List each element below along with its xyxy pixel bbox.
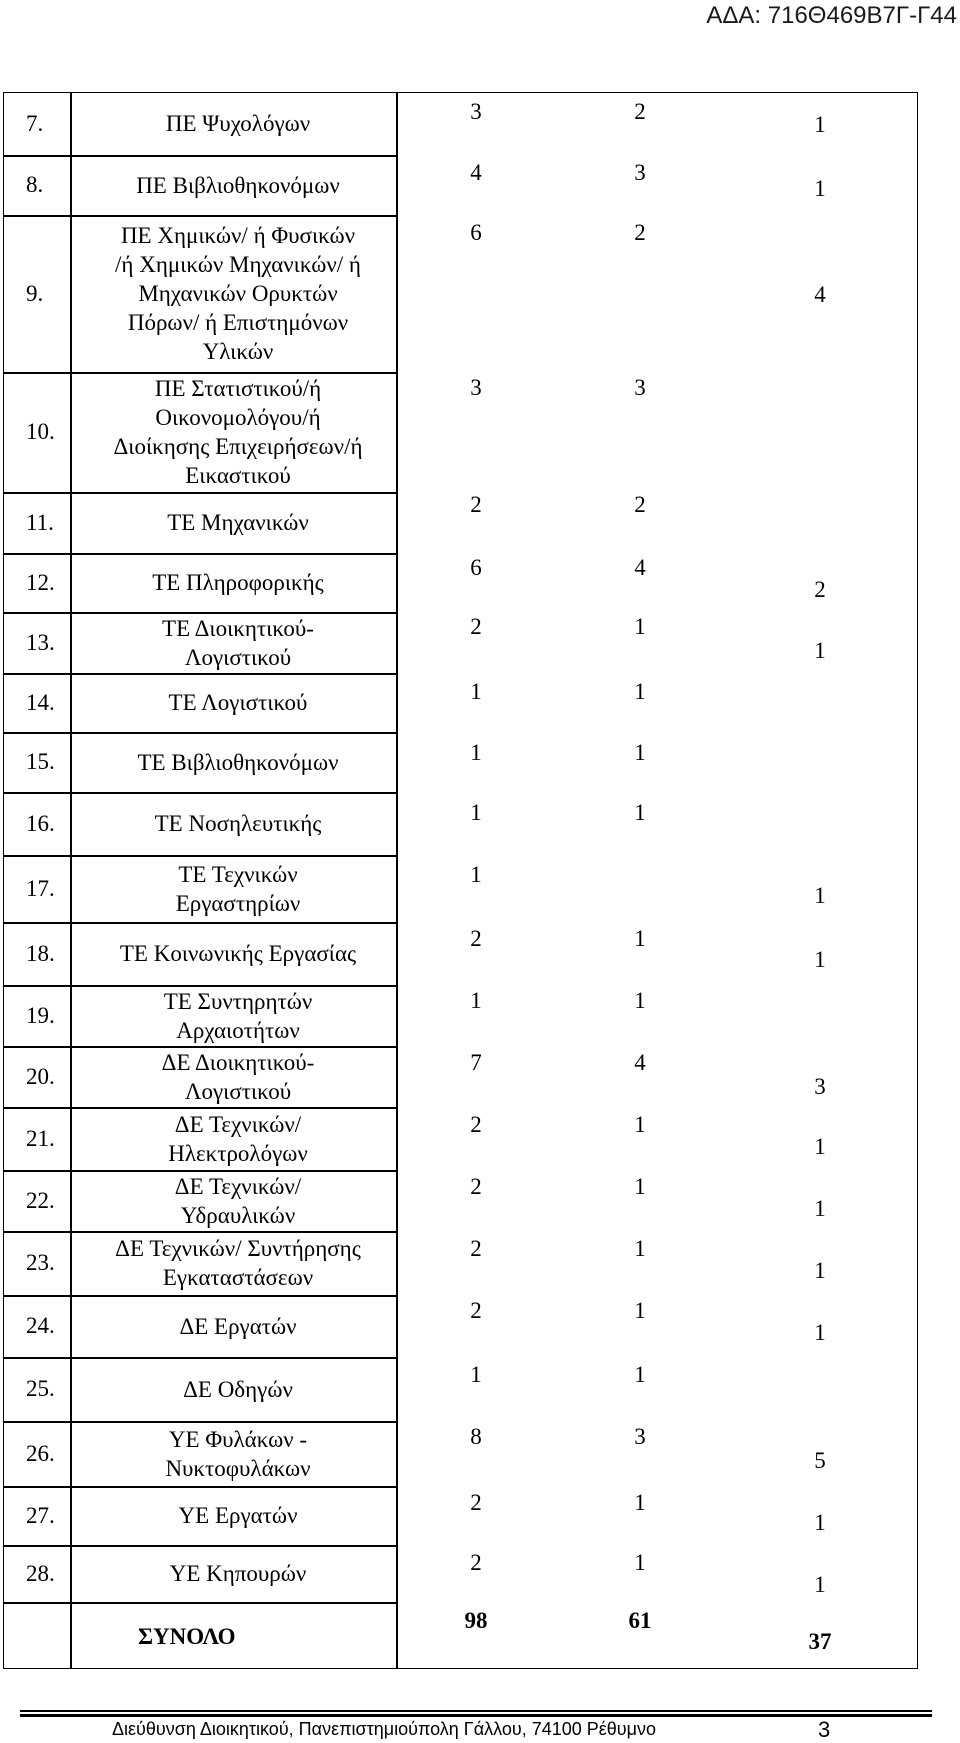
row-number: 24. <box>26 1313 55 1338</box>
value-b: 1 <box>634 1550 646 1575</box>
specialty-name: ΤΕ Βιβλιοθηκονόμων <box>137 749 339 775</box>
value-b: 1 <box>634 1362 646 1387</box>
specialty-name: Λογιστικού <box>184 1078 292 1104</box>
page-number: 3 <box>818 1717 831 1742</box>
row-number: 25. <box>26 1376 55 1401</box>
value-c: 1 <box>814 638 826 663</box>
value-a: 1 <box>470 800 482 825</box>
column-divider <box>70 92 72 1669</box>
row-divider <box>3 1295 396 1297</box>
value-c: 5 <box>814 1448 826 1473</box>
specialty-name: ΤΕ Πληροφορικής <box>152 570 324 595</box>
specialty-name: Πόρων/ ή Επιστημόνων <box>127 310 349 335</box>
row-divider <box>3 215 396 217</box>
row-number: 19. <box>26 1002 55 1028</box>
row-number: 11. <box>26 509 54 535</box>
specialty-name: /ή Χημικών Μηχανικών/ ή <box>115 252 361 277</box>
row-divider <box>3 1231 396 1233</box>
row-number: 13. <box>26 629 55 655</box>
value-a: 6 <box>470 555 482 580</box>
value-b: 1 <box>634 1490 646 1515</box>
value-b: 3 <box>634 1424 646 1449</box>
total-value-c: 37 <box>808 1629 832 1654</box>
specialty-name: ΤΕ Συντηρητών <box>163 988 313 1014</box>
row-divider <box>3 732 396 734</box>
specialty-name: Μηχανικών Ορυκτών <box>138 281 338 306</box>
specialty-name: ΠΕ Στατιστικού/ή <box>154 376 322 401</box>
value-b: 1 <box>634 614 646 639</box>
footer-address: Διεύθυνση Διοικητικού, Πανεπιστημιούπολη Γάλλου, 74100 Ρέθυμνο <box>112 1719 657 1739</box>
specialty-name: ΤΕ Λογιστικού <box>168 690 308 715</box>
specialty-name: ΤΕ Μηχανικών <box>167 510 309 535</box>
specialty-name: ΔΕ Εργατών <box>179 1313 297 1339</box>
value-a: 4 <box>470 160 482 185</box>
value-a: 2 <box>470 614 482 639</box>
row-number: 9. <box>26 280 44 306</box>
specialty-name: Οικονομολόγου/ή <box>155 405 321 430</box>
row-number: 27. <box>26 1502 55 1528</box>
value-b: 1 <box>634 1174 646 1199</box>
specialty-name: ΥΕ Εργατών <box>178 1503 298 1528</box>
ada-code: ΑΔΑ: 716Θ469Β7Γ-Γ44 <box>706 2 957 29</box>
row-divider <box>3 1107 396 1109</box>
row-number: 20. <box>26 1063 55 1089</box>
row-divider <box>3 673 396 675</box>
specialty-name: ΤΕ Νοσηλευτικής <box>154 811 322 836</box>
row-divider <box>3 1421 396 1423</box>
row-number: 21. <box>26 1125 55 1151</box>
row-divider <box>3 1486 396 1488</box>
value-c: 1 <box>814 1320 826 1345</box>
row-number: 10. <box>26 419 55 444</box>
specialty-name: ΔΕ Τεχνικών/ Συντήρησης <box>115 1236 361 1261</box>
footer-rule <box>20 1710 932 1712</box>
specialty-name: ΥΕ Κηπουρών <box>169 1561 307 1586</box>
row-divider <box>3 1602 396 1604</box>
value-a: 2 <box>470 1298 482 1323</box>
row-number: 8. <box>26 172 44 197</box>
value-a: 7 <box>470 1050 482 1075</box>
value-b: 3 <box>634 160 646 185</box>
specialty-name: Εργαστηρίων <box>175 890 301 916</box>
specialty-name: ΔΕ Οδηγών <box>183 1376 293 1402</box>
total-value-b: 61 <box>628 1608 652 1633</box>
specialty-name: Αρχαιοτήτων <box>176 1017 300 1043</box>
specialty-name: ΔΕ Τεχνικών/ <box>174 1111 302 1137</box>
row-number: 26. <box>26 1440 55 1466</box>
value-c: 3 <box>814 1074 826 1099</box>
value-a: 6 <box>470 220 482 245</box>
value-b: 2 <box>634 492 646 517</box>
value-c: 4 <box>814 282 826 307</box>
value-c: 1 <box>814 1510 826 1535</box>
column-divider <box>396 92 398 1669</box>
row-divider <box>3 155 396 157</box>
specialty-name: Λογιστικού <box>184 644 292 670</box>
row-number: 7. <box>26 110 44 136</box>
row-number: 18. <box>26 940 55 966</box>
row-number: 23. <box>26 1250 55 1275</box>
value-c: 1 <box>814 947 826 972</box>
specialty-name: Διοίκησης Επιχειρήσεων/ή <box>113 434 363 459</box>
value-a: 1 <box>470 679 482 704</box>
footer-rule-thick <box>20 1714 932 1717</box>
row-divider <box>3 792 396 794</box>
row-number: 22. <box>26 1187 55 1213</box>
value-c: 2 <box>814 577 826 602</box>
row-number: 16. <box>26 810 55 836</box>
specialty-name: ΠΕ Ψυχολόγων <box>165 111 311 136</box>
value-a: 1 <box>470 988 482 1013</box>
specialty-name: ΠΕ Χημικών/ ή Φυσικών <box>120 223 356 248</box>
value-a: 1 <box>470 1362 482 1387</box>
value-a: 2 <box>470 926 482 951</box>
value-a: 2 <box>470 1490 482 1515</box>
value-c: 1 <box>814 1196 826 1221</box>
value-a: 8 <box>470 1424 482 1449</box>
value-b: 1 <box>634 926 646 951</box>
row-divider <box>3 855 396 857</box>
specialty-name: ΔΕ Διοικητικού- <box>161 1049 315 1075</box>
value-b: 1 <box>634 1112 646 1137</box>
row-number: 12. <box>26 569 55 595</box>
specialty-name: ΔΕ Τεχνικών/ <box>174 1173 302 1199</box>
value-b: 2 <box>634 220 646 245</box>
row-divider <box>3 1357 396 1359</box>
specialty-name: ΤΕ Τεχνικών <box>178 861 298 887</box>
row-divider <box>3 1545 396 1547</box>
specialty-name: Εικαστικού <box>185 463 291 488</box>
value-c: 1 <box>814 1134 826 1159</box>
value-b: 1 <box>634 679 646 704</box>
row-number: 14. <box>26 689 55 715</box>
value-c: 1 <box>814 112 826 137</box>
value-a: 3 <box>470 99 482 124</box>
row-number: 28. <box>26 1560 55 1586</box>
value-b: 4 <box>634 1050 646 1075</box>
specialty-name: Εγκαταστάσεων <box>162 1265 314 1290</box>
specialty-name: Υδραυλικών <box>180 1202 296 1228</box>
value-c: 1 <box>814 883 826 908</box>
value-a: 3 <box>470 375 482 400</box>
value-b: 1 <box>634 1236 646 1261</box>
row-divider <box>3 922 396 924</box>
specialty-name: ΥΕ Φυλάκων - <box>168 1426 308 1452</box>
value-a: 2 <box>470 1174 482 1199</box>
value-b: 1 <box>634 1298 646 1323</box>
value-b: 1 <box>634 988 646 1013</box>
specialty-name: Ηλεκτρολόγων <box>168 1140 308 1166</box>
value-c: 1 <box>814 1258 826 1283</box>
value-b: 3 <box>634 375 646 400</box>
value-c: 1 <box>814 1572 826 1597</box>
value-a: 2 <box>470 1550 482 1575</box>
specialty-name: ΤΕ Διοικητικού- <box>162 615 314 641</box>
row-number: 15. <box>26 749 55 774</box>
row-number: 17. <box>26 875 55 901</box>
total-value-a: 98 <box>464 1608 488 1633</box>
value-a: 2 <box>470 1236 482 1261</box>
specialty-name: Υλικών <box>202 339 274 364</box>
specialty-name: Νυκτοφυλάκων <box>165 1455 311 1481</box>
row-divider <box>3 492 396 494</box>
specialty-name: ΤΕ Κοινωνικής Εργασίας <box>119 941 357 966</box>
value-b: 1 <box>634 740 646 765</box>
value-b: 4 <box>634 555 646 580</box>
value-c: 1 <box>814 176 826 201</box>
value-a: 2 <box>470 492 482 517</box>
value-a: 1 <box>470 862 482 887</box>
total-label: ΣΥΝΟΛΟ <box>138 1624 236 1649</box>
value-a: 1 <box>470 740 482 765</box>
row-divider <box>3 553 396 555</box>
value-b: 1 <box>634 800 646 825</box>
value-b: 2 <box>634 99 646 124</box>
value-a: 2 <box>470 1112 482 1137</box>
specialty-name: ΠΕ Βιβλιοθηκονόμων <box>136 172 340 198</box>
